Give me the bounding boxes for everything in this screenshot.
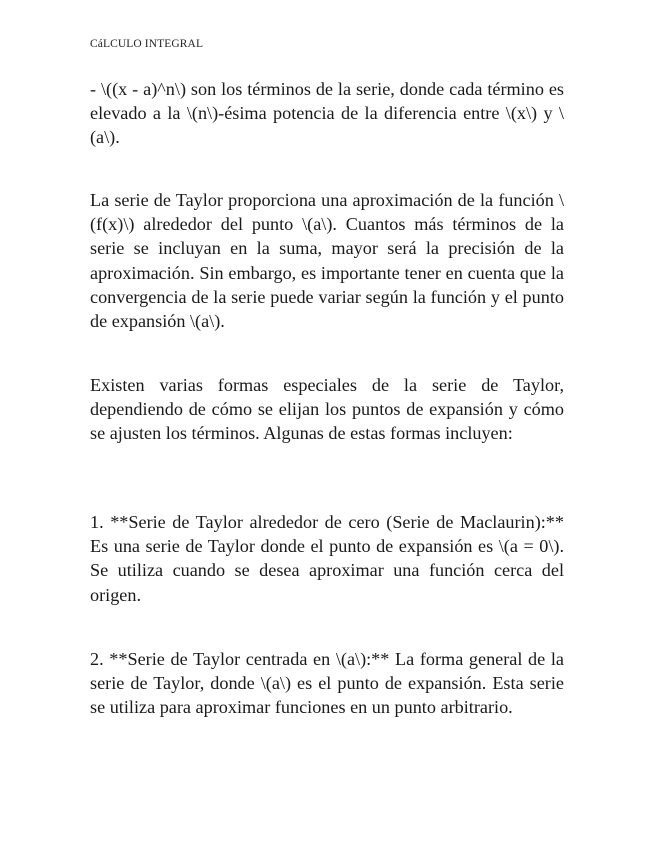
paragraph-terms-definition: - \((x - a)^n\) son los términos de la serie, donde cada término es elevado a la \(n\)-ésima potencia de la diferencia entre \(x\) y \(a\).: [90, 79, 564, 148]
paragraph-special-forms-intro: Existen varias formas especiales de la serie de Taylor, dependiendo de cómo se elijan los puntos de expansión y cómo se ajusten los términos. Algunas de estas formas incluyen:: [90, 375, 564, 444]
paragraph-maclaurin-series: 1. **Serie de Taylor alrededor de cero (Serie de Maclaurin):** Es una serie de Taylor donde el punto de expansión es \(a = 0\). Se utiliza cuando se desea aproximar una función cerca del origen.: [90, 512, 564, 605]
running-header: CáLCULO INTEGRAL: [90, 38, 204, 50]
paragraph-centered-series: 2. **Serie de Taylor centrada en \(a\):** La forma general de la serie de Taylor, donde \(a\) es el punto de expansión. Esta serie se utiliza para aproximar funciones en un punto arbitrario.: [90, 649, 564, 718]
paragraph-taylor-approximation: La serie de Taylor proporciona una aproximación de la función \(f(x)\) alrededor del punto \(a\). Cuantos más términos de la serie se incluyan en la suma, mayor será la precisión de la aproximación. Sin embargo, es importante tener en cuenta que la convergencia de la serie puede variar según la función y el punto de expansión \(a\).: [90, 190, 564, 332]
